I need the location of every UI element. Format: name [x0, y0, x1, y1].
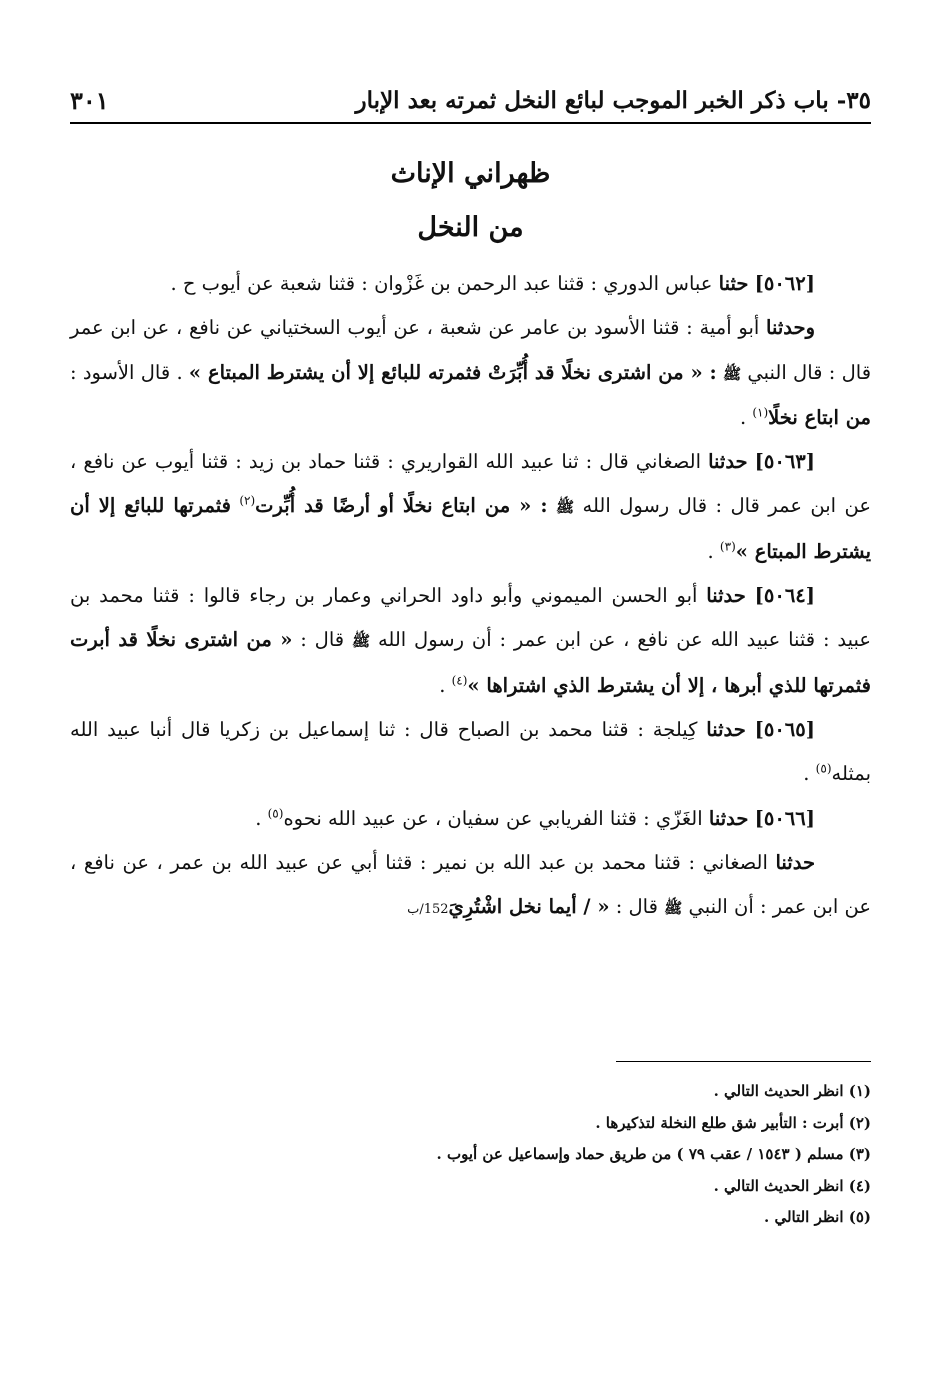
hadith-5066 [70, 797, 871, 841]
isnad-text: الصغاني : قثنا محمد بن عبد الله بن نمير : قثنا أبي عن عبيد الله بن عمر ، عن نافع ، عن ابن عمر : أن النبي [70, 850, 871, 919]
footnote-1: (١) انظر الحديث التالي . [713, 1082, 871, 1100]
chapter-title: ٣٥- باب ذكر الخبر الموجب لبائع النخل ثمرته بعد الإبار [355, 86, 871, 114]
section-title-line-1: ظهراني الإناث [390, 158, 551, 189]
matn-quote: « / أيما نخل اشْتُرِيَ [448, 895, 610, 919]
footnote-ref: (٤) [451, 673, 468, 688]
hadith-5063 [70, 440, 871, 574]
hadith-5065 [70, 708, 871, 797]
salutation-glyph: ﷺ [351, 632, 371, 651]
footnotes [70, 1076, 871, 1234]
hadith-number: [٥٠٦٥] [754, 717, 815, 741]
hadith-5062-second-chain [70, 306, 871, 440]
isnad-text: عباس الدوري : قثنا عبد الرحمن بن غَزْوان : قثنا شعبة عن أيوب ح . [170, 272, 713, 295]
matn-quote: من ابتاع نخلًا [768, 405, 871, 429]
narration-lead: حدثنا [706, 717, 746, 741]
footnote-ref: (٥) [815, 761, 832, 776]
salutation-glyph: ﷺ [555, 498, 575, 517]
isnad-text: كِيلجة : قثنا محمد بن الصباح قال : ثنا إسماعيل بن زكريا قال أنبا عبيد الله بمثله [70, 717, 871, 786]
narration-lead: حثنا [718, 272, 749, 295]
sentence-end: . [255, 806, 262, 830]
section-title-line-2: من النخل [417, 212, 524, 243]
isnad-text: أبو أمية : قثنا الأسود بن عامر عن شعبة ، عن أيوب السختياني عن نافع ، عن ابن عمر قال : قال النبي [70, 316, 872, 384]
matn-quote: : « من ابتاع نخلًا أو أرضًا قد أُبِّرت [255, 494, 548, 518]
matn-quote: « من اشترى نخلًا قد أبرت فثمرتها للذي أبرها ، إلا أن يشترط الذي اشتراها » [70, 628, 871, 697]
footnote-3: (٣) مسلم ( ١٥٤٣ / عقب ٧٩ ) من طريق حماد وإسماعيل عن أيوب . [436, 1145, 871, 1163]
page-number: ٣٠١ [70, 85, 109, 115]
isnad-text: أبو الحسن الميموني وأبو داود الحراني وعمار بن رجاء قالوا : قثنا محمد بن عبيد : قثنا عبيد الله عن نافع ، عن ابن عمر : أن رسول الله [70, 584, 872, 652]
narration-lead: وحدثنا [766, 316, 815, 340]
hadith-text [70, 262, 871, 932]
manuscript-folio-marker: 152/ب [407, 902, 449, 918]
isnad-text: . قال الأسود : [70, 360, 183, 384]
sentence-end: . [707, 539, 714, 563]
narration-lead: حدثنا [708, 450, 748, 474]
footnote-5: (٥) انظر التالي . [764, 1208, 871, 1226]
hadith-number: [٥٠٦٢] [754, 272, 815, 295]
sentence-end: . [803, 762, 810, 786]
hadith-5066-second-chain [70, 841, 871, 933]
hadith-5064 [70, 574, 871, 708]
footnote-2: (٢) أبرت : التأبير شق طلع النخلة لتذكيرها . [595, 1113, 871, 1132]
narration-lead: حدثنا [708, 806, 749, 830]
sentence-end: . [439, 673, 446, 697]
matn-quote: فثمرتها للبائع إلا أن يشترط المبتاع » [70, 494, 871, 563]
hadith-number: [٥٠٦٣] [754, 450, 816, 474]
isnad-text: قال : [300, 628, 345, 652]
salutation-glyph: ﷺ [664, 899, 683, 918]
isnad-text: الغَزّي : قثنا الفريابي عن سفيان ، عن عبيد الله نحوه [283, 806, 703, 830]
hadith-number: [٥٠٦٦] [754, 806, 815, 830]
footnote-ref: (٣) [719, 539, 736, 554]
footnote-ref: (١) [752, 405, 769, 420]
matn-quote: : « من اشترى نخلًا قد أُبِّرَتْ فثمرته للبائع إلا أن يشترط المبتاع » [188, 360, 717, 384]
footnote-ref: (٥) [267, 806, 284, 821]
running-header [70, 78, 871, 124]
isnad-text: الصغاني قال : ثنا عبيد الله القواريري : قثنا حماد بن زيد : قثنا أيوب عن نافع ، عن ابن عمر قال : قال رسول الله [70, 450, 871, 518]
sentence-end: . [739, 405, 747, 429]
isnad-text: قال : [615, 895, 658, 919]
narration-lead: حدثنا [775, 850, 816, 874]
footnote-ref: (٢) [239, 493, 256, 508]
hadith-5062 [70, 262, 871, 306]
footnote-4: (٤) انظر الحديث التالي . [713, 1176, 871, 1195]
footnote-divider [616, 1061, 871, 1062]
hadith-number: [٥٠٦٤] [754, 584, 816, 608]
narration-lead: حدثنا [706, 584, 746, 608]
salutation-glyph: ﷺ [722, 364, 742, 383]
